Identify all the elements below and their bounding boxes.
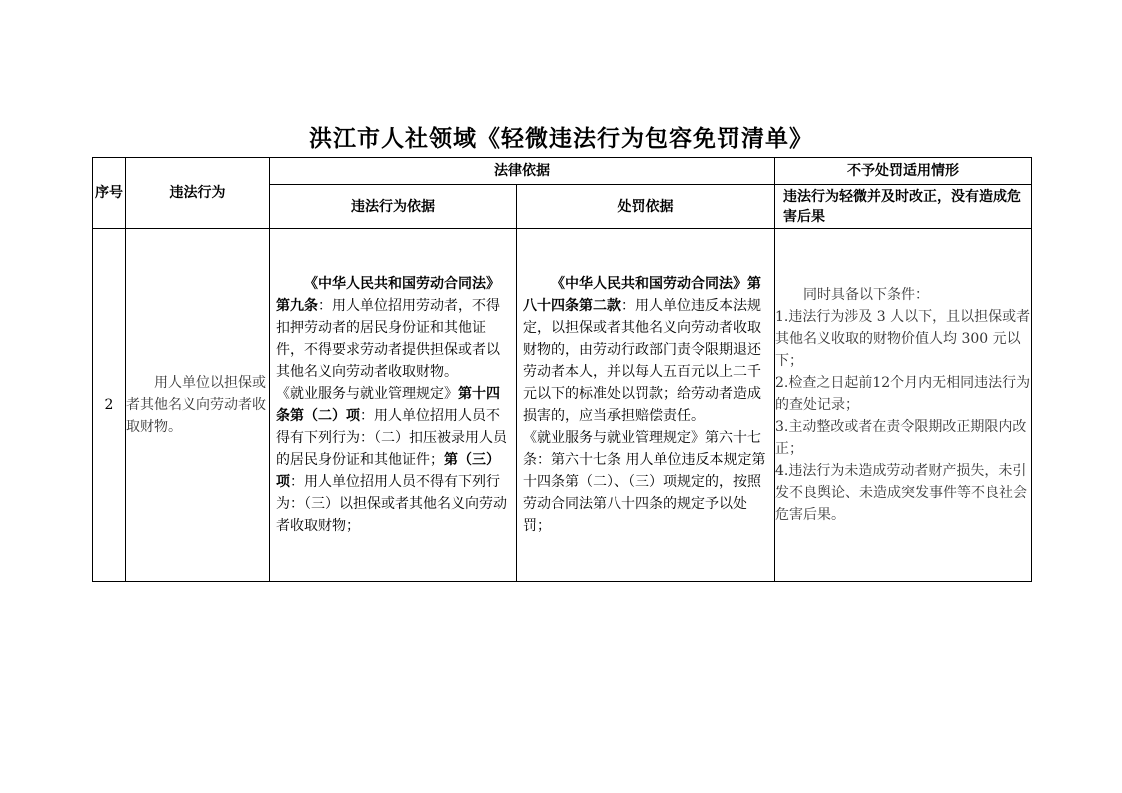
condition-item: 4.违法行为未造成劳动者财产损失，未引发不良舆论、未造成突发事件等不良社会危害后果。 xyxy=(775,463,1027,523)
row-conditions xyxy=(775,229,1032,582)
row-penalty-basis xyxy=(517,229,775,582)
header-act: 违法行为 xyxy=(126,158,270,229)
header-legal-basis: 法律依据 xyxy=(270,158,775,185)
row-act xyxy=(126,229,270,582)
header-no-penalty: 不予处罚适用情形 xyxy=(775,158,1032,185)
header-seq: 序号 xyxy=(93,158,126,229)
penalty-basis-para-2: 《就业服务与就业管理规定》第六十七条：第六十七条 用人单位违反本规定第十四条第（二）、（三）项规定的，按照劳动合同法第八十四条的规定予以处罚； xyxy=(523,430,766,534)
condition-item: 3.主动整改或者在责令限期改正期限内改正； xyxy=(775,419,1027,457)
header-violation-basis: 违法行为依据 xyxy=(270,185,517,229)
row-act-text: 用人单位以担保或者其他名义向劳动者收取财物。 xyxy=(126,375,266,435)
violation-basis-para-2: 《就业服务与就业管理规定》第十四条第（二）项：用人单位招用人员不得有下列行为：（二）扣压被录用人员的居民身份证和其他证件；第（三）项：用人单位招用人员不得有下列行为：（三）以担保或者其他名义向劳动者收取财物； xyxy=(276,386,507,534)
violation-basis-para-1: 《中华人民共和国劳动合同法》第九条：用人单位招用劳动者，不得扣押劳动者的居民身份证和其他证件，不得要求劳动者提供担保或者以其他名义向劳动者收取财物。 xyxy=(276,276,500,380)
penalty-basis-para-1: 《中华人民共和国劳动合同法》第八十四条第二款：用人单位违反本法规定，以担保或者其他名义向劳动者收取财物的，由劳动行政部门责令限期退还劳动者本人，并以每人五百元以上二千元以下的标准处以罚款；给劳动者造成损害的，应当承担赔偿责任。 xyxy=(523,276,761,424)
condition-item: 1.违法行为涉及 3 人以下，且以担保或者其他名义收取的财物价值人均 300 元以下； xyxy=(775,309,1031,369)
row-seq: 2 xyxy=(93,229,126,582)
page-title: 洪江市人社领域《轻微违法行为包容免罚清单》 xyxy=(309,126,813,152)
condition-item: 2.检查之日起前12个月内无相同违法行为的查处记录； xyxy=(775,375,1031,413)
header-no-penalty-sub: 违法行为轻微并及时改正，没有造成危害后果 xyxy=(775,185,1032,229)
header-penalty-basis: 处罚依据 xyxy=(517,185,775,229)
row-violation-basis xyxy=(270,229,517,582)
conditions-intro: 同时具备以下条件： xyxy=(803,287,929,303)
penalty-exemption-table xyxy=(92,157,1032,582)
